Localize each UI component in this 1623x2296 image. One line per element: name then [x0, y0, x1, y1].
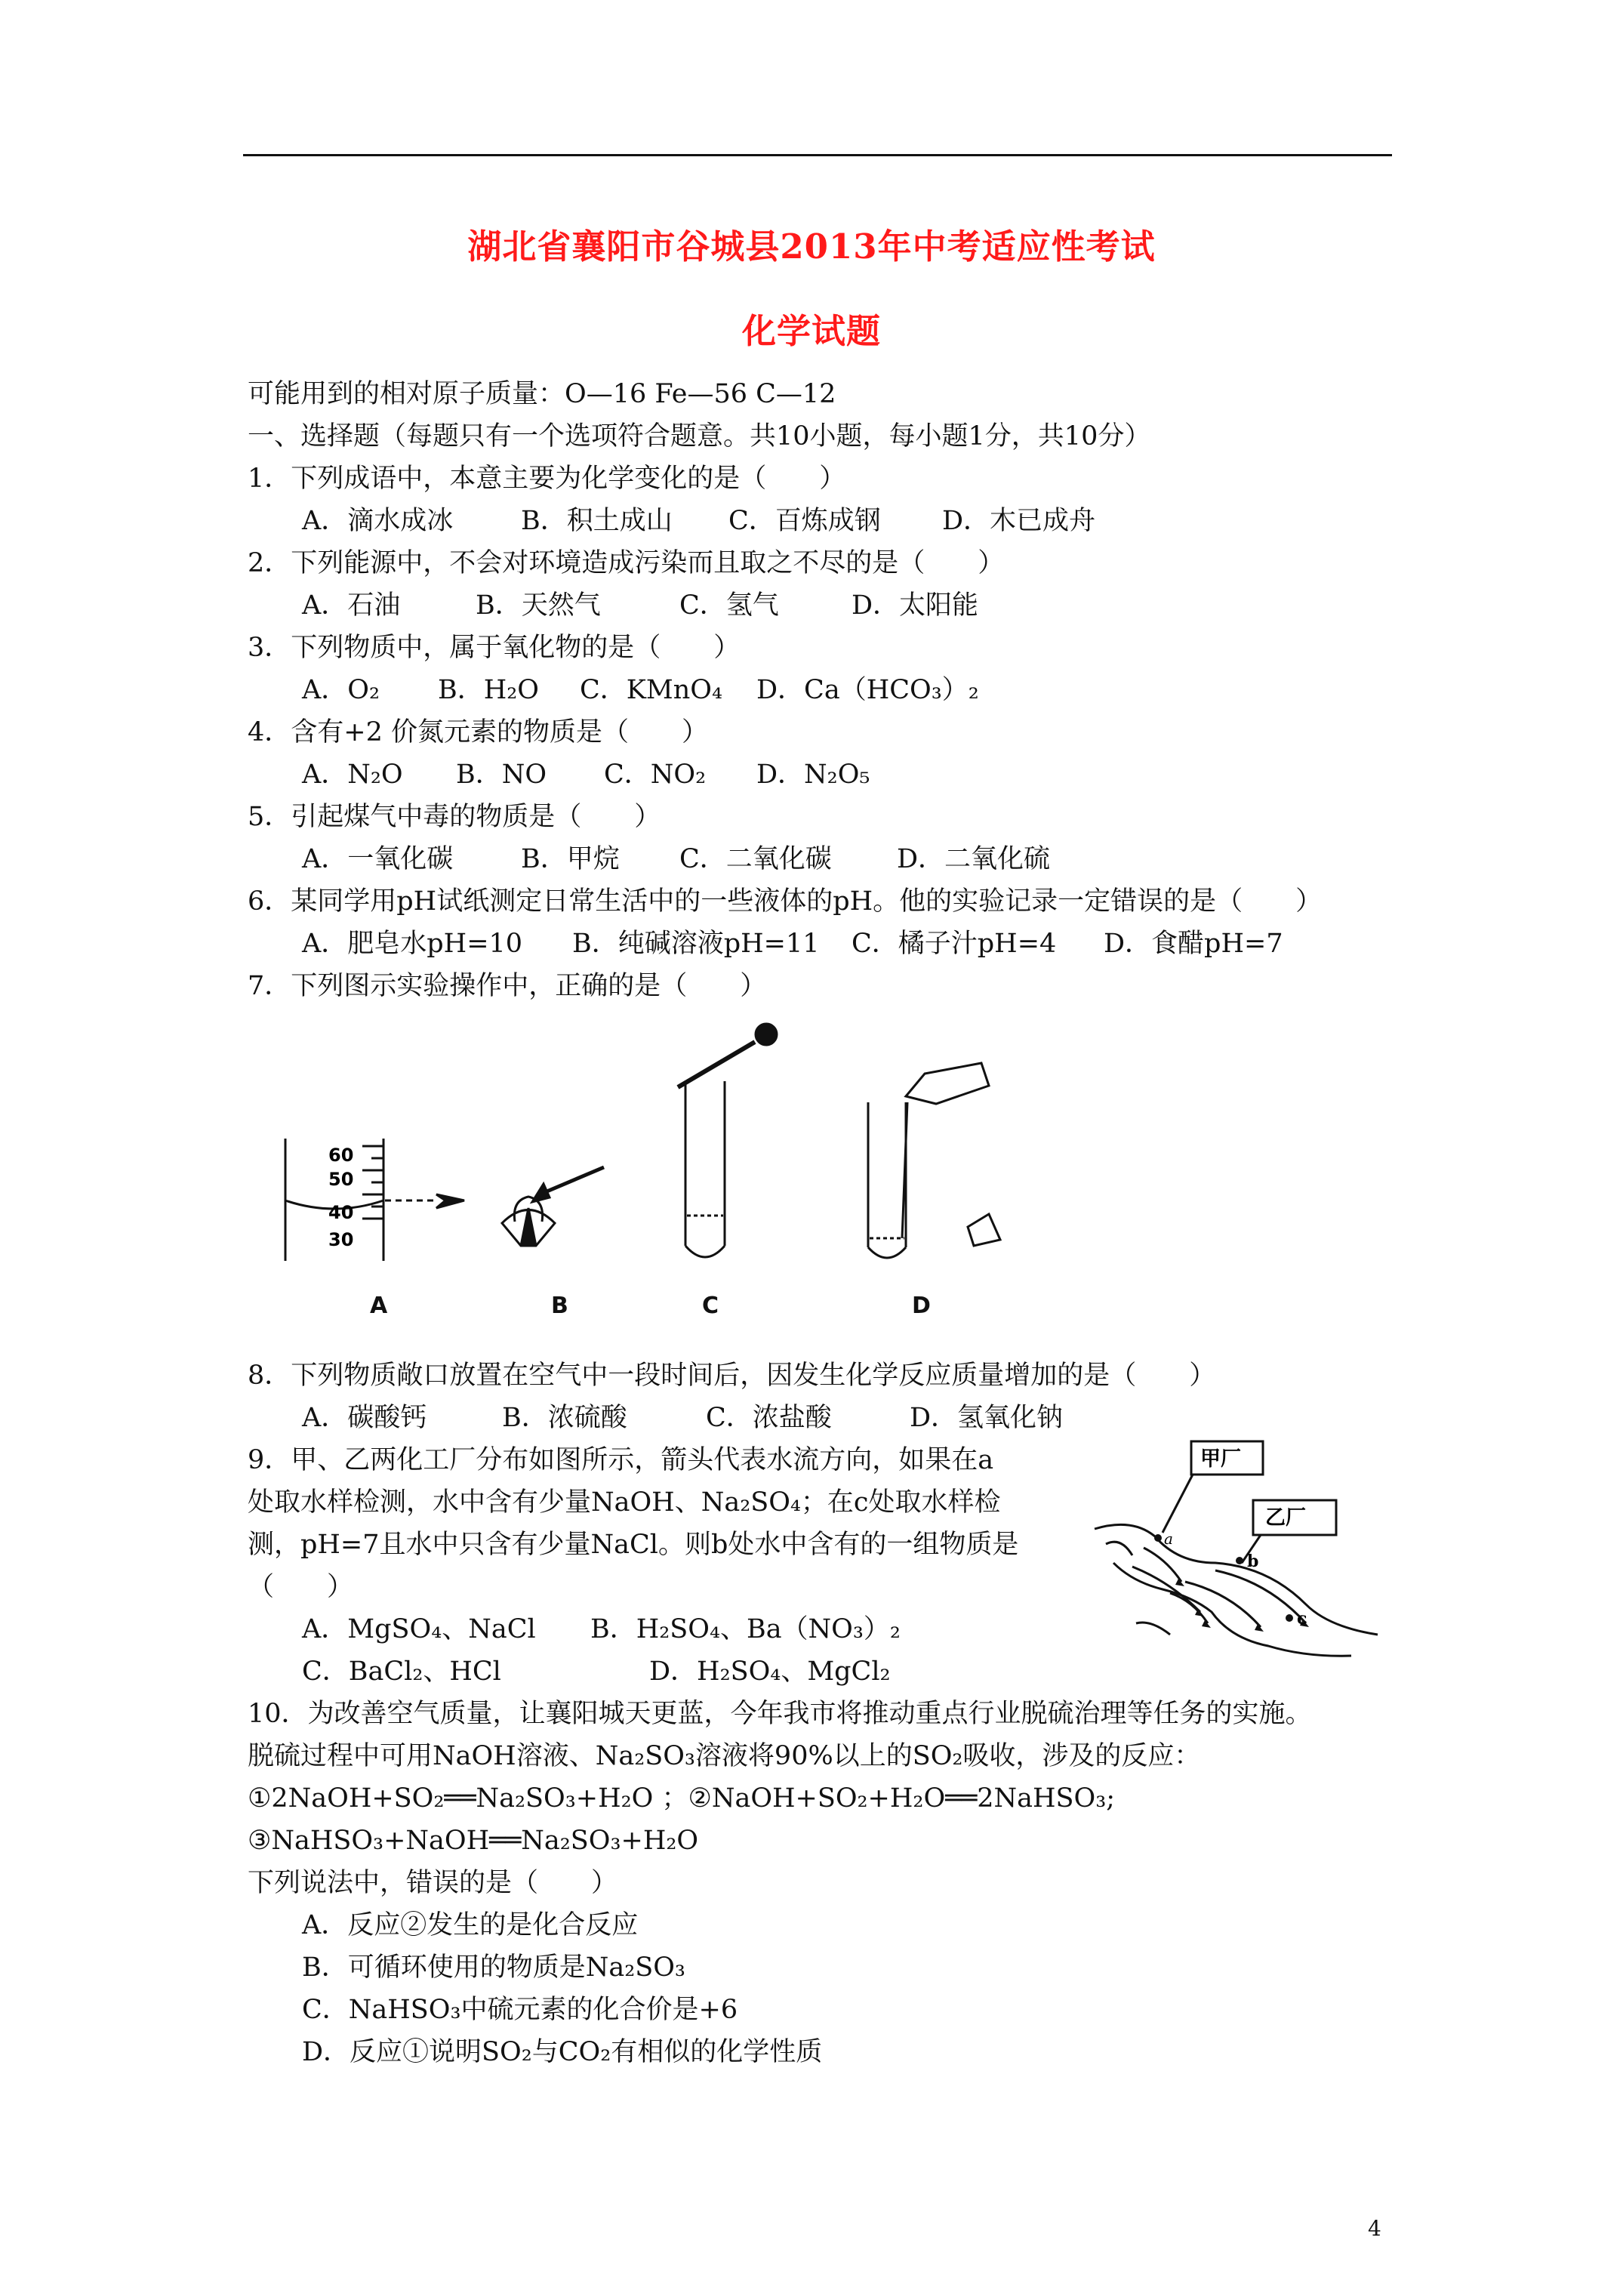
q10-option-b: B．可循环使用的物质是Na₂SO₃ [302, 1952, 685, 1983]
q3-option-d: D．Ca（HCO₃）₂ [756, 675, 979, 705]
question-5-stem: 5．引起煤气中毒的物质是（ ） [248, 802, 661, 832]
q5-option-a: A．一氧化碳 [302, 844, 454, 874]
lab-operations-figure [272, 1019, 1027, 1261]
figure-b-alcohol-lamp [502, 1167, 604, 1246]
question-6-stem: 6．某同学用pH试纸测定日常生活中的一些液体的pH。他的实验记录一定错误的是（ ） [248, 886, 1323, 917]
q6-option-c: C．橘子汁pH=4 [852, 929, 1057, 959]
scale-tick-60: 60 [328, 1145, 354, 1166]
q8-option-b: B．浓硫酸 [502, 1403, 627, 1433]
scale-tick-30: 30 [328, 1229, 354, 1250]
point-c-label: c [1297, 1609, 1307, 1629]
figure-label-b: B [551, 1293, 568, 1319]
figure-d-pouring-liquid [868, 1063, 1000, 1258]
q2-option-b: B．天然气 [476, 590, 601, 621]
point-a-label: a [1164, 1530, 1173, 1548]
q4-option-a: A．N₂O [302, 760, 403, 790]
q2-option-c: C．氢气 [679, 590, 779, 621]
q8-option-c: C．浓盐酸 [706, 1403, 832, 1433]
q6-option-b: B．纯碱溶液pH=11 [572, 929, 820, 959]
q6-option-d: D．食醋pH=7 [1104, 929, 1283, 959]
figure-label-d: D [912, 1293, 931, 1319]
q10-option-a: A．反应②发生的是化合反应 [302, 1910, 639, 1940]
point-b-label: b [1247, 1552, 1259, 1571]
question-1-stem: 1．下列成语中，本意主要为化学变化的是（ ） [248, 464, 846, 494]
question-4-stem: 4．含有+2 价氮元素的物质是（ ） [248, 717, 708, 747]
question-10-line-2: 脱硫过程中可用NaOH溶液、Na₂SO₃溶液将90%以上的SO₂吸收，涉及的反应： [248, 1741, 1201, 1771]
q1-option-d: D．木已成舟 [942, 506, 1096, 536]
q3-option-a: A．O₂ [302, 675, 380, 705]
q5-option-b: B．甲烷 [521, 844, 620, 874]
figure-a-graduated-cylinder [285, 1139, 464, 1261]
factory-jia-label: 甲厂 [1200, 1447, 1241, 1471]
scale-tick-40: 40 [328, 1202, 354, 1223]
q9-option-d: D．H₂SO₄、MgCl₂ [649, 1657, 891, 1687]
question-9-line-3: 测，pH=7且水中只含有少量NaCl。则b处水中含有的一组物质是 [248, 1530, 1019, 1560]
question-9-line-1: 9．甲、乙两化工厂分布如图所示，箭头代表水流方向，如果在a [248, 1445, 994, 1475]
figure-label-a: A [370, 1293, 388, 1319]
q1-option-b: B．积土成山 [521, 506, 673, 536]
question-10-line-1: 10．为改善空气质量，让襄阳城天更蓝，今年我市将推动重点行业脱硫治理等任务的实施。 [248, 1699, 1312, 1729]
question-9-line-4: （ ） [248, 1572, 354, 1602]
q9-option-a: A．MgSO₄、NaCl [302, 1614, 536, 1644]
q9-option-b: B．H₂SO₄、Ba（NO₃）₂ [590, 1614, 901, 1644]
exam-subtitle: 化学试题 [741, 311, 881, 351]
question-10-line-5: 下列说法中，错误的是（ ） [248, 1868, 618, 1898]
q4-option-c: C．NO₂ [604, 760, 707, 790]
question-7-stem: 7．下列图示实验操作中，正确的是（ ） [248, 971, 767, 1001]
figure-c-test-tube-dropper [678, 1024, 777, 1257]
q10-option-d: D．反应①说明SO₂与CO₂有相似的化学性质 [302, 2037, 823, 2067]
river-factory-map [1079, 1431, 1381, 1657]
figure-label-c: C [702, 1293, 719, 1319]
scale-tick-50: 50 [328, 1169, 354, 1190]
q3-option-c: C．KMnO₄ [580, 675, 723, 705]
q4-option-b: B．NO [456, 760, 547, 790]
q1-option-a: A．滴水成冰 [302, 506, 454, 536]
q6-option-a: A．肥皂水pH=10 [302, 929, 523, 959]
question-10-line-3: ①2NaOH+SO₂══Na₂SO₃+H₂O ；②NaOH+SO₂+H₂O══2NaHSO₃; [248, 1783, 1116, 1814]
section-heading: 一、选择题（每题只有一个选项符合题意。共10小题，每小题1分，共10分） [248, 421, 1151, 451]
exam-title: 湖北省襄阳市谷城县2013年中考适应性考试 [467, 227, 1156, 267]
header-rule [243, 154, 1392, 156]
q9-option-c: C．BaCl₂、HCl [302, 1657, 501, 1687]
q4-option-d: D．N₂O₅ [756, 760, 870, 790]
q10-option-c: C．NaHSO₃中硫元素的化合价是+6 [302, 1995, 738, 2025]
question-9-line-2: 处取水样检测，水中含有少量NaOH、Na₂SO₄；在c处取水样检 [248, 1487, 1001, 1518]
q8-option-a: A．碳酸钙 [302, 1403, 427, 1433]
atomic-masses: 可能用到的相对原子质量：O—16 Fe—56 C—12 [248, 379, 836, 409]
question-10-line-4: ③NaHSO₃+NaOH══Na₂SO₃+H₂O [248, 1826, 699, 1856]
q3-option-b: B．H₂O [438, 675, 539, 705]
question-3-stem: 3．下列物质中，属于氧化物的是（ ） [248, 633, 741, 663]
q2-option-d: D．太阳能 [852, 590, 979, 621]
page-number: 4 [1368, 2216, 1381, 2241]
q5-option-d: D．二氧化硫 [897, 844, 1051, 874]
q1-option-c: C．百炼成钢 [728, 506, 881, 536]
question-8-stem: 8．下列物质敞口放置在空气中一段时间后，因发生化学反应质量增加的是（ ） [248, 1361, 1216, 1391]
q5-option-c: C．二氧化碳 [679, 844, 832, 874]
factory-yi-label: 乙厂 [1265, 1506, 1306, 1530]
q2-option-a: A．石油 [302, 590, 401, 621]
question-2-stem: 2．下列能源中，不会对环境造成污染而且取之不尽的是（ ） [248, 548, 1005, 578]
q8-option-d: D．氢氧化钠 [910, 1403, 1064, 1433]
